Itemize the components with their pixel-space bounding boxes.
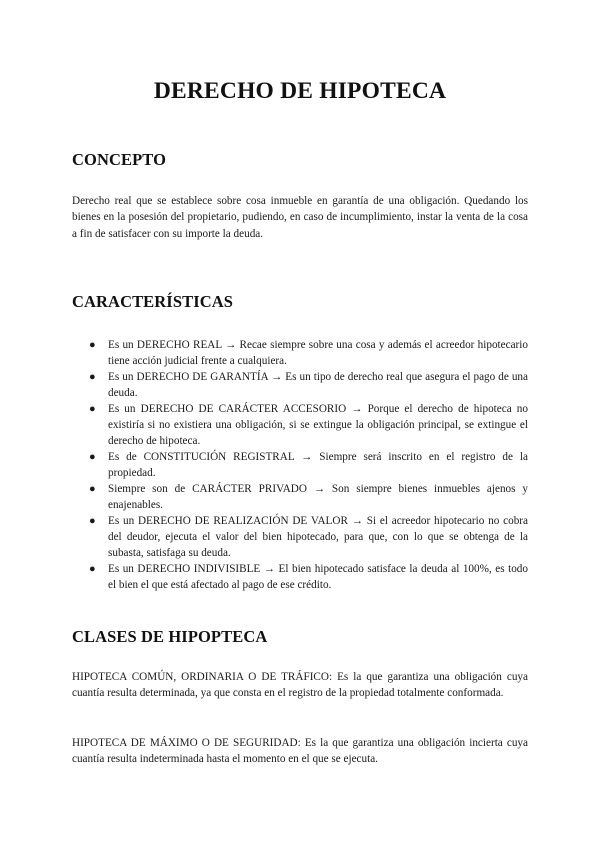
list-item [72,449,528,481]
list-item [72,401,528,449]
list-item-text: Es un DERECHO REAL → Recae siempre sobre una cosa y además el acreedor hipotecario tiene acción judicial frente a cualquiera. [108,339,528,367]
bullet-icon: ● [89,515,96,527]
list-item [72,369,528,401]
list-item [72,561,528,593]
bullet-icon: ● [89,483,96,495]
caracteristicas-list [72,337,528,593]
list-item [72,513,528,561]
list-item-text: Es un DERECHO DE GARANTÍA → Es un tipo de derecho real que asegura el pago de una deuda. [108,371,528,399]
clases-paragraph-comun: HIPOTECA COMÚN, ORDINARIA O DE TRÁFICO: Es la que garantiza una obligación cuya cuantía resulta determinada, ya que consta en el registro de la propiedad totalmente conformada. [72,671,528,700]
page-title: DERECHO DE HIPOTECA [153,78,447,104]
list-item-text: Siempre son de CARÁCTER PRIVADO → Son siempre bienes inmuebles ajenos y enajenables. [108,483,528,511]
list-item [72,481,528,513]
list-item-text: Es de CONSTITUCIÓN REGISTRAL → Siempre será inscrito en el registro de la propiedad. [108,451,528,479]
section-heading-concepto: CONCEPTO [72,150,167,169]
bullet-icon: ● [89,451,96,463]
list-item-text: Es un DERECHO DE REALIZACIÓN DE VALOR → Si el acreedor hipotecario no cobra del deudor, ejecuta el valor del bien hipotecado, para que, con lo que se obtenga de la subasta, satisfaga su deuda. [108,515,528,559]
bullet-icon: ● [89,339,96,351]
section-heading-caracteristicas: CARACTERÍSTICAS [72,292,234,311]
bullet-icon: ● [89,563,96,575]
list-item [72,337,528,369]
list-item-text: Es un DERECHO INDIVISIBLE → El bien hipotecado satisface la deuda al 100%, es todo el bien el que está afectado al pago de ese crédito. [108,563,528,591]
list-item-text: Es un DERECHO DE CARÁCTER ACCESORIO → Porque el derecho de hipoteca no existiría si no existiera una obligación, si se extingue la obligación principal, se extingue el derecho de hipoteca. [108,403,528,447]
bullet-icon: ● [89,403,96,415]
bullet-icon: ● [89,371,96,383]
clases-paragraph-maximo: HIPOTECA DE MÁXIMO O DE SEGURIDAD: Es la que garantiza una obligación incierta cuya cuantía resulta indeterminada hasta el momento en el que se ejecuta. [72,737,528,766]
section-heading-clases: CLASES DE HIPOPTECA [72,627,268,646]
concepto-paragraph: Derecho real que se establece sobre cosa inmueble en garantía de una obligación. Quedando los bienes en la posesión del propietario, pudiendo, en caso de incumplimiento, instar la venta de la cosa a fin de satisfacer con su importe la deuda. [72,195,528,240]
